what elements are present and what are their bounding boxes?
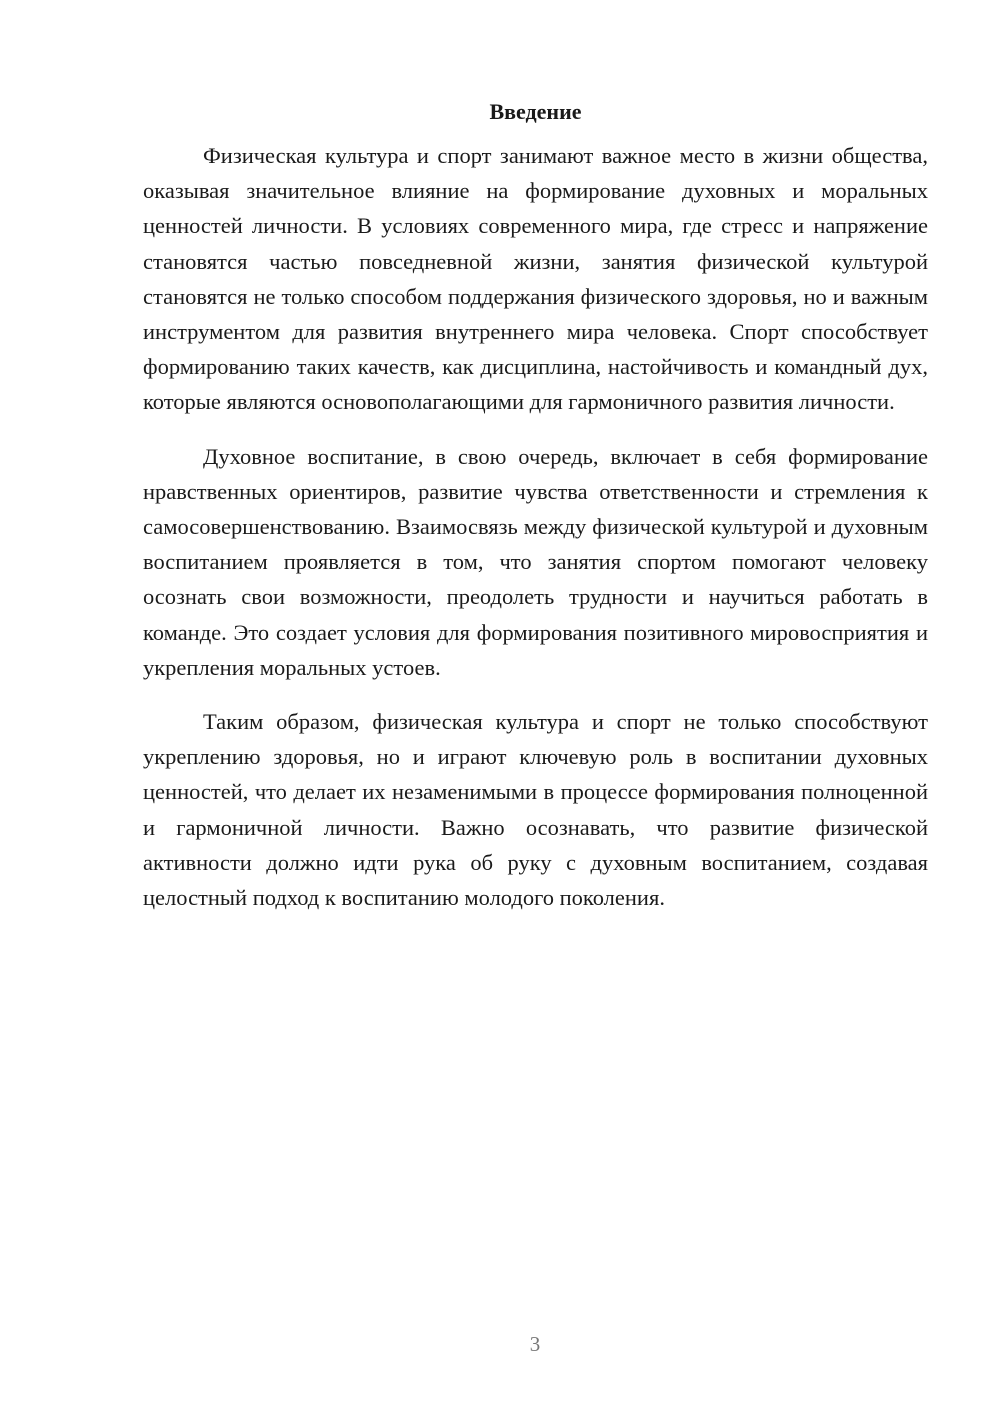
paragraph-3: Таким образом, физическая культура и спорт не только способствуют укреплению здоровья, но и играют ключевую роль в воспитании духовных ценностей, что делает их незаменимыми в процессе формирования полноценной и гармоничной личности. Важно осознавать, что развитие физической активности должно идти рука об руку с духовным воспитанием, создавая целостный подход к воспитанию молодого поколения. bbox=[143, 709, 928, 911]
section-heading: Введение bbox=[489, 99, 582, 124]
paragraph-2: Духовное воспитание, в свою очередь, включает в себя формирование нравственных ориентиров, развитие чувства ответственности и стремления к самосовершенствованию. Взаимосвязь между физической культурой и духовным воспитанием проявляется в том, что занятия спортом помогают человеку осознать свои возможности, преодолеть трудности и научиться работать в команде. Это создает условия для формирования позитивного мировосприятия и укрепления моральных устоев. bbox=[143, 443, 928, 680]
paragraph-1: Физическая культура и спорт занимают важное место в жизни общества, оказывая значительное влияние на формирование духовных и моральных ценностей личности. В условиях современного мира, где стресс и напряжение становятся частью повседневной жизни, занятия физической культурой становятся не только способом поддержания физического здоровья, но и важным инструментом для развития внутреннего мира человека. Спорт способствует формированию таких качеств, как дисциплина, настойчивость и командный дух, которые являются основополагающими для гармоничного развития личности. bbox=[143, 143, 928, 415]
document-body bbox=[143, 95, 928, 934]
page-number: 3 bbox=[529, 1332, 541, 1356]
